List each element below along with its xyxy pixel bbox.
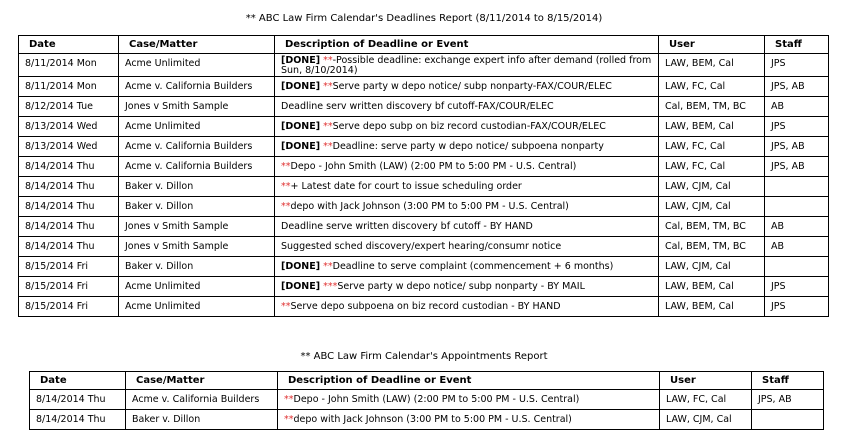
description-cell [275, 237, 659, 257]
description-text: -Possible deadline: exchange expert info after demand (rolled from Sun, 8/10/2014) [281, 55, 652, 76]
description-text: Deadline serv written discovery bf cutoff-FAX/COUR/ELEC [281, 101, 554, 112]
staff-cell: AB [765, 97, 829, 117]
description-cell [275, 297, 659, 317]
priority-stars: ** [320, 81, 333, 92]
user-cell: LAW, FC, Cal [659, 77, 765, 97]
user-cell: LAW, BEM, Cal [659, 277, 765, 297]
staff-cell [752, 410, 824, 430]
table-header-row [30, 372, 824, 390]
table-header-row [19, 36, 829, 54]
table-row [19, 277, 829, 297]
table-row [19, 77, 829, 97]
case-cell: Jones v Smith Sample [119, 217, 275, 237]
user-cell: Cal, BEM, TM, BC [659, 97, 765, 117]
staff-cell: AB [765, 217, 829, 237]
staff-cell: JPS [765, 277, 829, 297]
done-marker: [DONE] [281, 261, 321, 272]
table-row [19, 157, 829, 177]
priority-stars: ** [284, 414, 294, 425]
description-cell [275, 197, 659, 217]
description-cell [275, 257, 659, 277]
description-text: depo with Jack Johnson (3:00 PM to 5:00 PM - U.S. Central) [290, 201, 569, 212]
description-text: Deadline to serve complaint (commencement + 6 months) [332, 261, 614, 272]
case-cell: Baker v. Dillon [126, 410, 278, 430]
user-cell: LAW, CJM, Cal [659, 257, 765, 277]
table-row [19, 177, 829, 197]
column-header-staff: Staff [752, 372, 824, 390]
user-cell: Cal, BEM, TM, BC [659, 237, 765, 257]
staff-cell: JPS [765, 117, 829, 137]
description-text: Depo - John Smith (LAW) (2:00 PM to 5:00 PM - U.S. Central) [290, 161, 577, 172]
column-header-description: Description of Deadline or Event [278, 372, 660, 390]
date-cell: 8/14/2014 Thu [19, 177, 119, 197]
description-cell [275, 277, 659, 297]
description-text: Suggested sched discovery/expert hearing/consumr notice [281, 241, 562, 252]
user-cell: Cal, BEM, TM, BC [659, 217, 765, 237]
table-row [19, 297, 829, 317]
column-header-user: User [659, 36, 765, 54]
description-cell [275, 157, 659, 177]
case-cell: Baker v. Dillon [119, 257, 275, 277]
column-header-case: Case/Matter [126, 372, 278, 390]
staff-cell: JPS [765, 54, 829, 77]
done-marker: [DONE] [281, 81, 321, 92]
description-text: Deadline: serve party w depo notice/ subpoena nonparty [332, 141, 604, 152]
priority-stars: ** [281, 301, 291, 312]
case-cell: Acme v. California Builders [119, 157, 275, 177]
column-header-date: Date [30, 372, 126, 390]
case-cell: Baker v. Dillon [119, 197, 275, 217]
description-cell [275, 97, 659, 117]
user-cell: LAW, CJM, Cal [659, 197, 765, 217]
user-cell: LAW, CJM, Cal [659, 177, 765, 197]
user-cell: LAW, FC, Cal [659, 137, 765, 157]
user-cell: LAW, BEM, Cal [659, 117, 765, 137]
staff-cell: JPS, AB [765, 157, 829, 177]
case-cell: Acme v. California Builders [119, 77, 275, 97]
case-cell: Acme Unlimited [119, 117, 275, 137]
description-text: + Latest date for court to issue scheduling order [290, 181, 522, 192]
appointments-table [29, 371, 824, 430]
date-cell: 8/15/2014 Fri [19, 257, 119, 277]
description-text: Serve depo subp on biz record custodian-FAX/COUR/ELEC [332, 121, 606, 132]
priority-stars: ** [281, 201, 291, 212]
appointments-report-title: ** ABC Law Firm Calendar's Appointments Report [300, 351, 548, 362]
table-row [19, 217, 829, 237]
table-row [30, 390, 824, 410]
done-marker: [DONE] [281, 141, 321, 152]
priority-stars: ** [320, 121, 333, 132]
description-text: Serve party w depo notice/ subp nonparty - BY MAIL [337, 281, 585, 292]
user-cell: LAW, BEM, Cal [659, 297, 765, 317]
date-cell: 8/14/2014 Thu [19, 237, 119, 257]
priority-stars: ** [284, 394, 294, 405]
priority-stars: ** [281, 161, 291, 172]
description-text: Deadline serve written discovery bf cutoff - BY HAND [281, 221, 533, 232]
table-row [30, 410, 824, 430]
description-cell [275, 137, 659, 157]
description-text: Serve party w depo notice/ subp nonparty-FAX/COUR/ELEC [332, 81, 612, 92]
case-cell: Acme v. California Builders [119, 137, 275, 157]
staff-cell: AB [765, 237, 829, 257]
case-cell: Acme Unlimited [119, 297, 275, 317]
date-cell: 8/15/2014 Fri [19, 277, 119, 297]
table-row [19, 137, 829, 157]
staff-cell [765, 257, 829, 277]
description-text: Depo - John Smith (LAW) (2:00 PM to 5:00 PM - U.S. Central) [293, 394, 580, 405]
date-cell: 8/11/2014 Mon [19, 54, 119, 77]
case-cell: Acme v. California Builders [126, 390, 278, 410]
date-cell: 8/12/2014 Tue [19, 97, 119, 117]
date-cell: 8/11/2014 Mon [19, 77, 119, 97]
description-cell [275, 217, 659, 237]
case-cell: Jones v Smith Sample [119, 97, 275, 117]
description-cell [275, 54, 659, 77]
table-row [19, 54, 829, 77]
case-cell: Acme Unlimited [119, 54, 275, 77]
date-cell: 8/14/2014 Thu [19, 157, 119, 177]
user-cell: LAW, BEM, Cal [659, 54, 765, 77]
case-cell: Baker v. Dillon [119, 177, 275, 197]
date-cell: 8/13/2014 Wed [19, 137, 119, 157]
description-text: depo with Jack Johnson (3:00 PM to 5:00 PM - U.S. Central) [293, 414, 572, 425]
staff-cell: JPS, AB [765, 77, 829, 97]
user-cell: LAW, CJM, Cal [660, 410, 752, 430]
table-row [19, 97, 829, 117]
priority-stars: ** [320, 141, 333, 152]
done-marker: [DONE] [281, 281, 321, 292]
description-cell [275, 117, 659, 137]
table-row [19, 237, 829, 257]
description-cell [278, 410, 660, 430]
description-cell [275, 177, 659, 197]
done-marker: [DONE] [281, 121, 321, 132]
table-row [19, 117, 829, 137]
column-header-staff: Staff [765, 36, 829, 54]
staff-cell: JPS [765, 297, 829, 317]
date-cell: 8/13/2014 Wed [19, 117, 119, 137]
staff-cell: JPS, AB [765, 137, 829, 157]
priority-stars: ** [320, 261, 333, 272]
table-row [19, 257, 829, 277]
description-cell [278, 390, 660, 410]
table-row [19, 197, 829, 217]
done-marker: [DONE] [281, 55, 321, 66]
column-header-description: Description of Deadline or Event [275, 36, 659, 54]
date-cell: 8/14/2014 Thu [19, 217, 119, 237]
date-cell: 8/14/2014 Thu [19, 197, 119, 217]
user-cell: LAW, FC, Cal [660, 390, 752, 410]
staff-cell: JPS, AB [752, 390, 824, 410]
deadlines-report-title: ** ABC Law Firm Calendar's Deadlines Report (8/11/2014 to 8/15/2014) [245, 13, 603, 24]
deadlines-table [18, 35, 829, 317]
case-cell: Acme Unlimited [119, 277, 275, 297]
priority-stars: ** [281, 181, 291, 192]
priority-stars: *** [320, 281, 338, 292]
date-cell: 8/15/2014 Fri [19, 297, 119, 317]
date-cell: 8/14/2014 Thu [30, 390, 126, 410]
date-cell: 8/14/2014 Thu [30, 410, 126, 430]
column-header-date: Date [19, 36, 119, 54]
staff-cell [765, 197, 829, 217]
column-header-case: Case/Matter [119, 36, 275, 54]
column-header-user: User [660, 372, 752, 390]
user-cell: LAW, FC, Cal [659, 157, 765, 177]
staff-cell [765, 177, 829, 197]
priority-stars: ** [320, 55, 333, 66]
description-text: Serve depo subpoena on biz record custodian - BY HAND [290, 301, 561, 312]
case-cell: Jones v Smith Sample [119, 237, 275, 257]
description-cell [275, 77, 659, 97]
